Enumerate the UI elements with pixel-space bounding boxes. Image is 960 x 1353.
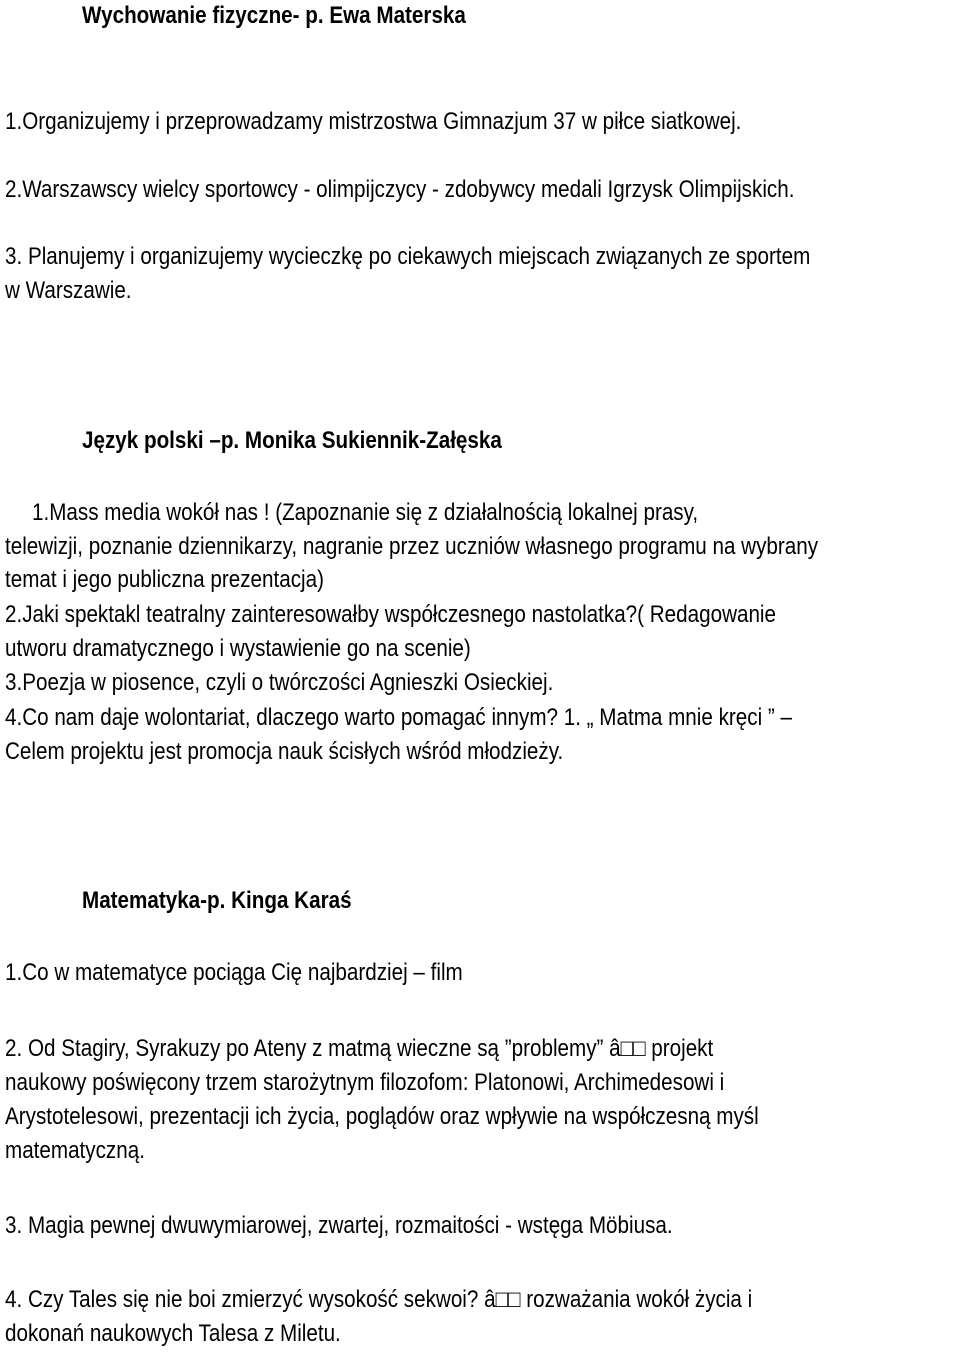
- section-title-math: Matematyka-p. Kinga Karaś: [82, 887, 352, 914]
- text-line: 1.Mass media wokół nas ! (Zapoznanie się z działalnością lokalnej prasy,: [32, 499, 699, 526]
- text-line: 4. Czy Tales się nie boi zmierzyć wysokość sekwoi? â□□ rozważania wokół życia i: [5, 1286, 753, 1313]
- section-title-polish: Język polski –p. Monika Sukiennik-Załęska: [82, 427, 502, 454]
- text-line: matematyczną.: [5, 1137, 145, 1164]
- text-line: dokonań naukowych Talesa z Miletu.: [5, 1320, 341, 1347]
- text-line: 1.Organizujemy i przeprowadzamy mistrzostwa Gimnazjum 37 w piłce siatkowej.: [5, 108, 742, 135]
- text-line: 4.Co nam daje wolontariat, dlaczego warto pomagać innym? 1. „ Matma mnie kręci ” –: [5, 704, 792, 731]
- text-line: Celem projektu jest promocja nauk ścisłych wśród młodzieży.: [5, 738, 564, 765]
- text-line: 3. Planujemy i organizujemy wycieczkę po ciekawych miejscach związanych ze sportem: [5, 243, 811, 270]
- text-line: w Warszawie.: [5, 277, 132, 304]
- text-line: naukowy poświęcony trzem starożytnym filozofom: Platonowi, Archimedesowi i: [5, 1069, 725, 1096]
- text-line: 3.Poezja w piosence, czyli o twórczości Agnieszki Osieckiej.: [5, 669, 554, 696]
- text-line: 2.Jaki spektakl teatralny zainteresowałby współczesnego nastolatka?( Redagowanie: [5, 601, 777, 628]
- text-line: utworu dramatycznego i wystawienie go na scenie): [5, 635, 471, 662]
- text-line: temat i jego publiczna prezentacja): [5, 566, 324, 593]
- text-line: telewizji, poznanie dziennikarzy, nagranie przez uczniów własnego programu na wybrany: [5, 533, 819, 560]
- text-line: 2.Warszawscy wielcy sportowcy - olimpijczycy - zdobywcy medali Igrzysk Olimpijskich.: [5, 176, 795, 203]
- text-line: 1.Co w matematyce pociąga Cię najbardziej – film: [5, 959, 463, 986]
- text-line: 3. Magia pewnej dwuwymiarowej, zwartej, rozmaitości - wstęga Möbiusa.: [5, 1212, 673, 1239]
- section-title-pe: Wychowanie fizyczne- p. Ewa Materska: [82, 2, 466, 29]
- text-line: Arystotelesowi, prezentacji ich życia, poglądów oraz wpływie na współczesną myśl: [5, 1103, 759, 1130]
- text-line: 2. Od Stagiry, Syrakuzy po Ateny z matmą wieczne są ”problemy” â□□ projekt: [5, 1035, 714, 1062]
